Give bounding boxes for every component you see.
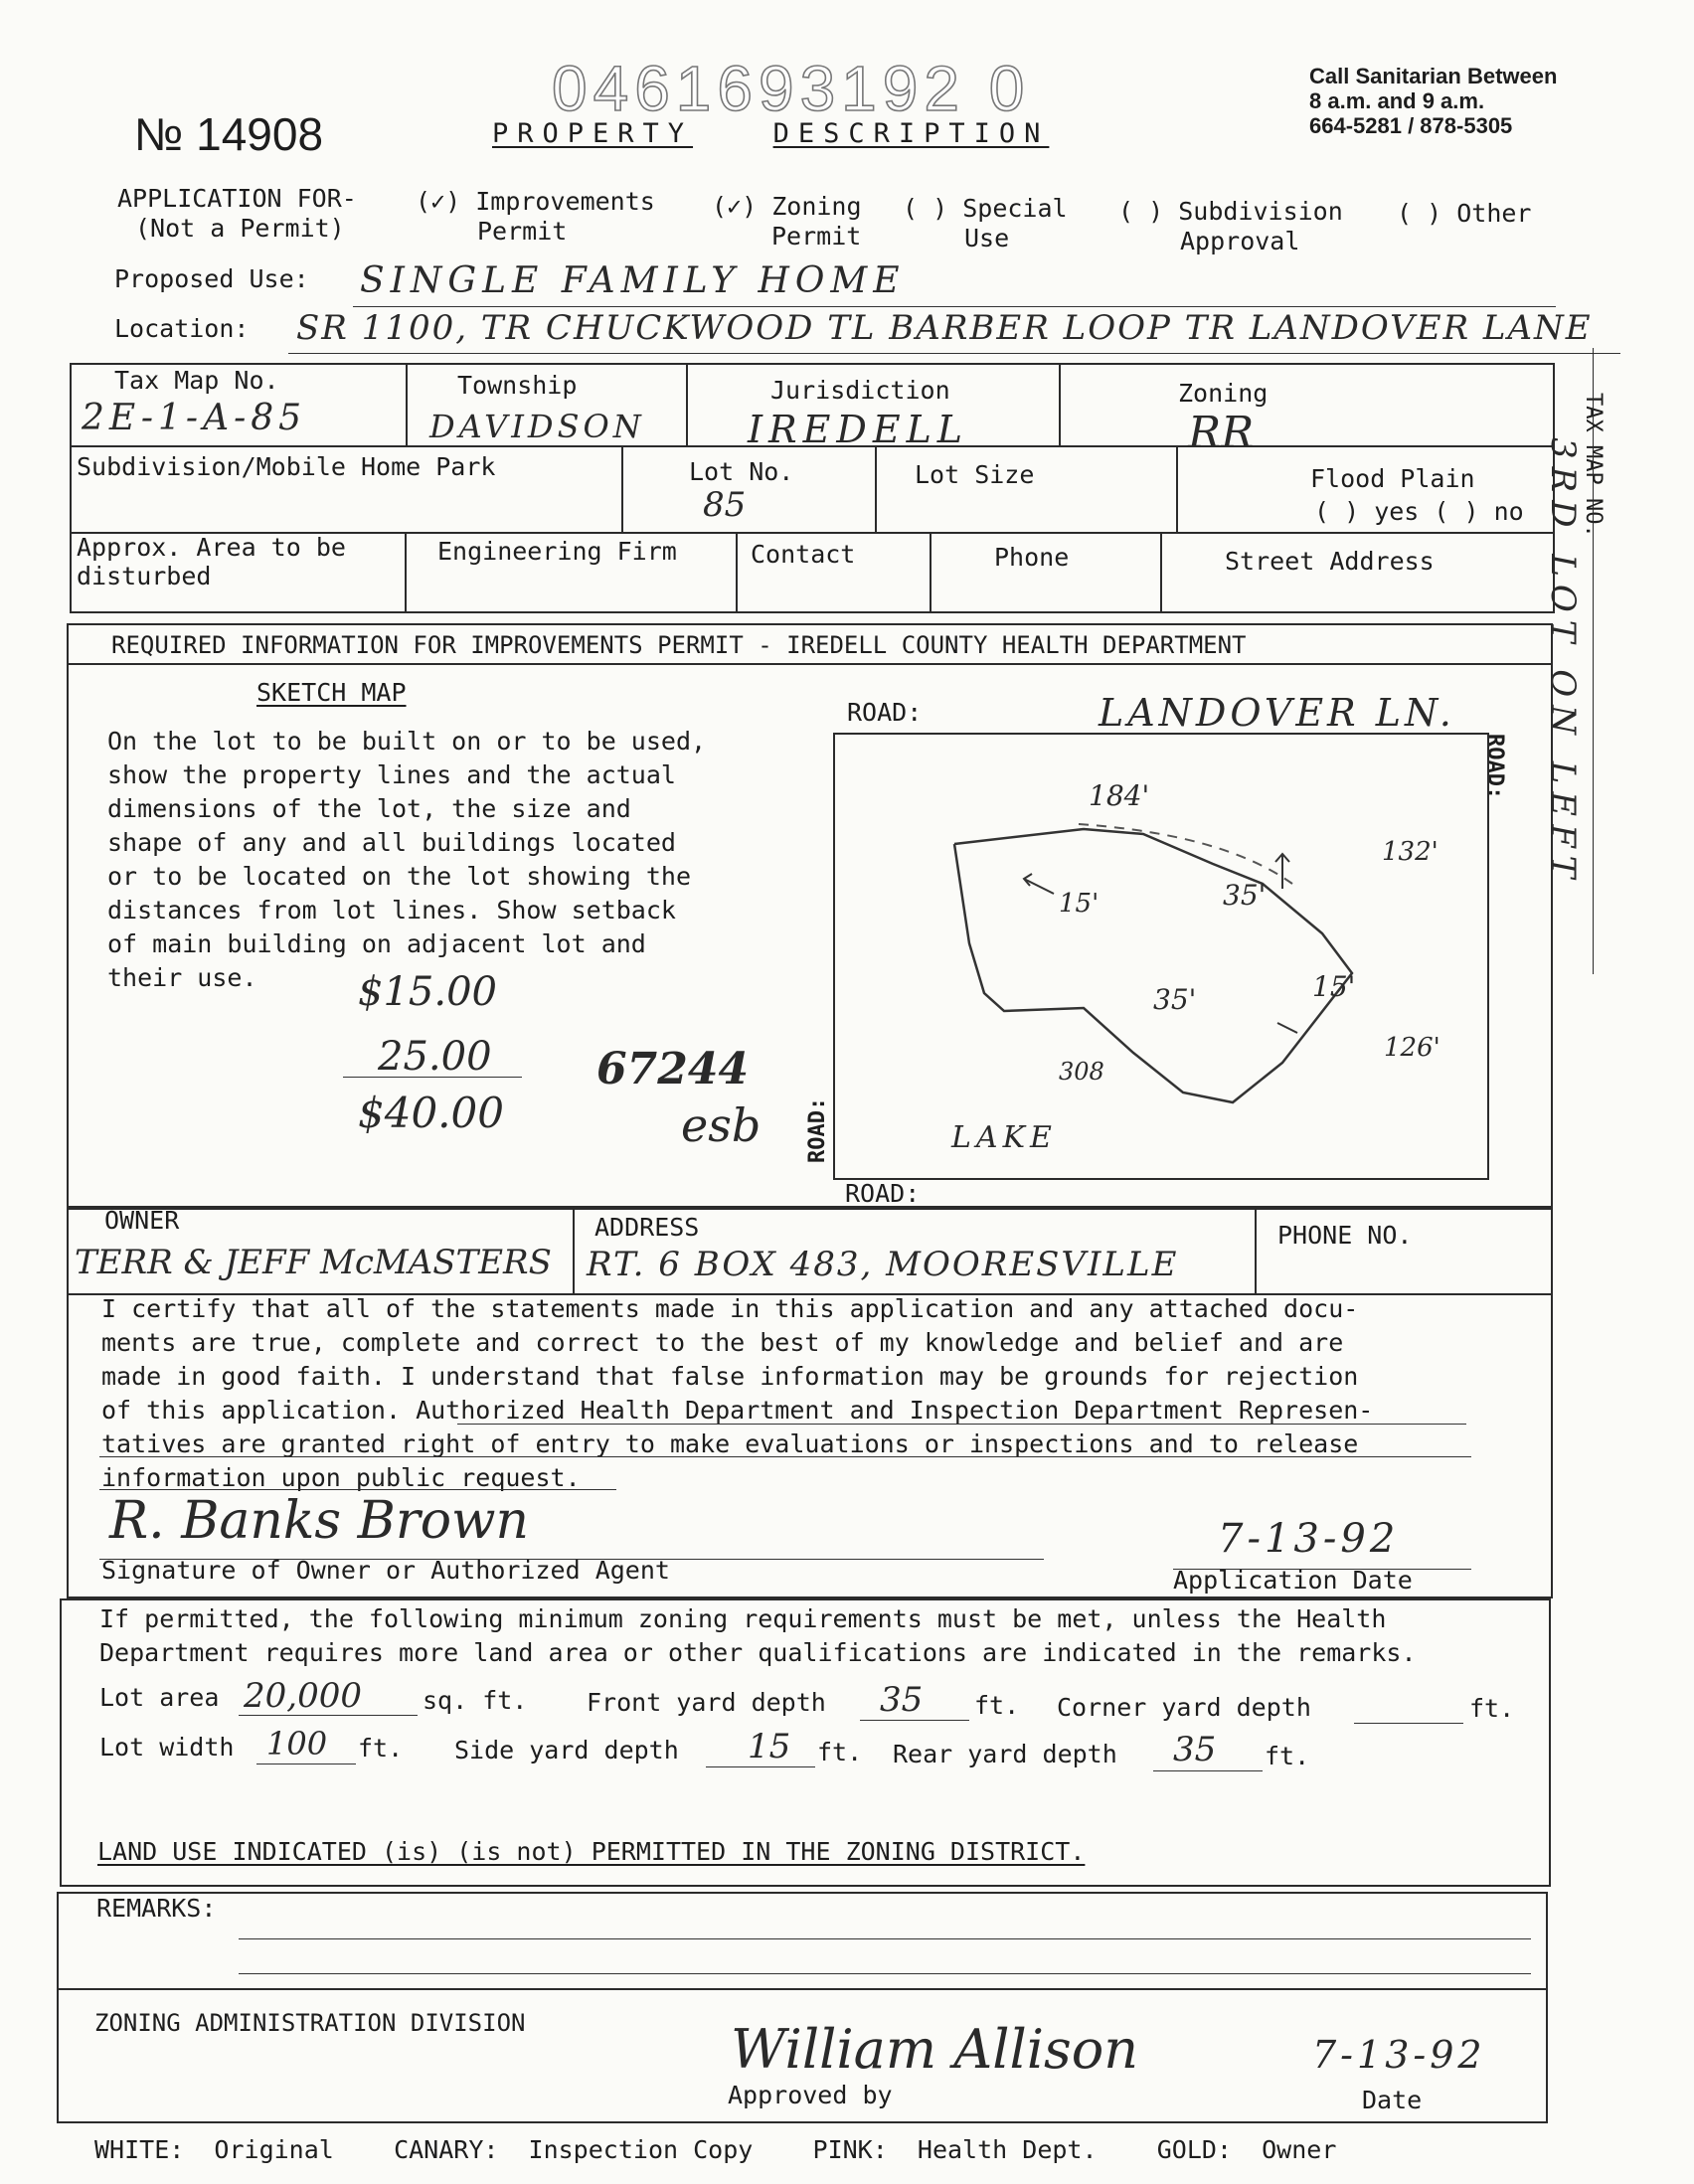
- certification-text: [101, 1292, 1373, 1495]
- rear-yard-label: Rear yard depth: [893, 1740, 1117, 1768]
- table-col-divider: [930, 532, 932, 613]
- application-date-value[interactable]: 7-13-92: [1218, 1516, 1400, 1562]
- contact-label: Contact: [751, 540, 856, 569]
- initials: esb: [681, 1098, 762, 1152]
- jurisdiction-value[interactable]: IREDELL: [748, 408, 969, 451]
- road-label-top: ROAD:: [847, 698, 923, 727]
- road-curve: [1079, 824, 1292, 884]
- lot-size-label: Lot Size: [915, 460, 1035, 489]
- owner-label: OWNER: [104, 1206, 180, 1235]
- table-col-divider: [621, 445, 623, 532]
- approver-signature[interactable]: William Allison: [731, 2018, 1139, 2081]
- lot-area-row: [99, 1683, 219, 1713]
- township-value[interactable]: DAVIDSON: [429, 408, 645, 445]
- checkbox-special-use[interactable]: ( ): [903, 194, 948, 223]
- checkbox-zoning[interactable]: (✓): [712, 192, 758, 221]
- zoning-value[interactable]: RR: [1188, 408, 1255, 458]
- setback-front: 35': [1223, 879, 1267, 912]
- zoning-intro: [99, 1602, 1417, 1670]
- application-label-line1: APPLICATION FOR-: [117, 184, 357, 213]
- option-zoning-line2: Permit: [771, 222, 862, 251]
- engineering-firm-label: Engineering Firm: [437, 537, 677, 566]
- sketch-instructions: [107, 725, 706, 995]
- title-property: PROPERTY: [492, 118, 694, 149]
- lot-width-value[interactable]: 100: [266, 1725, 328, 1763]
- area-disturbed-label: [77, 533, 346, 590]
- location-line: [288, 353, 1620, 354]
- street-address-label: Street Address: [1225, 547, 1435, 576]
- checkbox-subdivision[interactable]: ( ): [1118, 197, 1164, 226]
- instruction-line: or to be located on the lot showing the: [107, 862, 691, 891]
- location-value[interactable]: SR 1100, TR CHUCKWOOD TL BARBER LOOP TR LANDOVER LANE: [296, 308, 1593, 348]
- application-label: [117, 184, 357, 244]
- instruction-line: dimensions of the lot, the size and: [107, 794, 631, 823]
- option-zoning-line1: Zoning: [771, 192, 862, 221]
- tax-map-label: Tax Map No.: [114, 366, 279, 395]
- proposed-use-value[interactable]: SINGLE FAMILY HOME: [360, 260, 906, 301]
- cert-underline: [457, 1424, 1466, 1425]
- lot-sketch: [835, 735, 1487, 1178]
- zoning-division: ZONING ADMINISTRATION DIVISION: [94, 2009, 526, 2037]
- side-yard-unit: ft.: [817, 1738, 863, 1766]
- proposed-use-label: Proposed Use:: [114, 264, 309, 293]
- required-info-heading-divider: [67, 663, 1553, 665]
- application-label-line2: (Not a Permit): [135, 214, 345, 243]
- side-yard-value[interactable]: 15: [748, 1727, 791, 1766]
- copy-white-use: Original: [214, 2135, 334, 2164]
- copy-gold-color: GOLD:: [1156, 2135, 1233, 2164]
- address-value[interactable]: RT. 6 BOX 483, MOORESVILLE: [587, 1245, 1179, 1284]
- approval-date-value[interactable]: 7-13-92: [1312, 2033, 1486, 2077]
- cert-line: of this application. Authorized Health Department and Inspection Department Represen-: [101, 1396, 1374, 1425]
- table-col-divider: [405, 532, 407, 613]
- instruction-line: distances from lot lines. Show setback: [107, 896, 676, 924]
- lot-area-unit: sq. ft.: [423, 1686, 528, 1715]
- sanitarian-line-1: Call Sanitarian Between: [1309, 64, 1558, 88]
- sanitarian-line-3: 664-5281 / 878-5305: [1309, 113, 1513, 138]
- table-col-divider: [1176, 445, 1178, 532]
- setback-side: 15': [1312, 970, 1356, 1003]
- sketch-map: [833, 733, 1489, 1180]
- table-col-divider: [875, 445, 877, 532]
- instruction-line: show the property lines and the actual: [107, 760, 676, 789]
- setback-left: 15': [1059, 889, 1100, 919]
- arrow-left: [1024, 879, 1054, 894]
- area-label-line2: disturbed: [77, 562, 212, 590]
- title-description: DESCRIPTION: [772, 118, 1050, 149]
- arrow-right: [1277, 1023, 1297, 1033]
- option-improvements[interactable]: [416, 187, 655, 247]
- township-label: Township: [457, 371, 578, 400]
- road-top-value[interactable]: LANDOVER LN.: [1099, 691, 1455, 735]
- cert-line: tatives are granted right of entry to make evaluations or inspections and to release: [101, 1429, 1359, 1458]
- owner-signature[interactable]: R. Banks Brown: [109, 1491, 530, 1551]
- setback-rear: 35': [1153, 983, 1197, 1016]
- copy-white-color: WHITE:: [94, 2135, 185, 2164]
- copy-canary-use: Inspection Copy: [528, 2135, 754, 2164]
- fee-2: 25.00: [378, 1034, 492, 1080]
- zoning-intro-line1: If permitted, the following minimum zoning requirements must be met, unless the Health: [99, 1604, 1387, 1633]
- dim-bottom: 308: [1059, 1058, 1104, 1086]
- phone-label: Phone: [994, 543, 1070, 572]
- zoning-label: Zoning: [1178, 379, 1269, 408]
- margin-handwritten-note: 3RD LOT ON LEFT: [1543, 437, 1583, 887]
- rear-yard-value[interactable]: 35: [1173, 1730, 1217, 1769]
- remarks-line: [239, 1973, 1531, 1974]
- form-number: [134, 107, 323, 161]
- lot-area-line: [239, 1715, 418, 1716]
- cert-line: made in good faith. I understand that false information may be grounds for rejection: [101, 1362, 1359, 1391]
- option-other-line1: Other: [1456, 199, 1532, 228]
- option-improvements-line1: Improvements: [475, 187, 655, 216]
- rear-yard-line: [1153, 1770, 1263, 1771]
- side-yard-line: [706, 1766, 815, 1767]
- tax-map-margin-label: TAX MAP NO.: [1581, 393, 1606, 538]
- corner-yard-line: [1354, 1723, 1463, 1724]
- lot-area-value[interactable]: 20,000: [244, 1676, 362, 1716]
- copy-pink-color: PINK:: [812, 2135, 888, 2164]
- remarks-divider: [57, 1988, 1548, 1990]
- zoning-intro-line2: Department requires more land area or other qualifications are indicated in the remarks.: [99, 1638, 1417, 1667]
- option-subdivision-line2: Approval: [1180, 227, 1300, 255]
- form-title: [492, 119, 1049, 149]
- table-col-divider: [736, 532, 738, 613]
- front-yard-unit: ft.: [974, 1691, 1020, 1720]
- lot-boundary: [954, 829, 1352, 1102]
- tax-map-value[interactable]: 2E-1-A-85: [82, 398, 307, 438]
- sanitarian-notice: [1309, 64, 1557, 138]
- copy-pink-use: Health Dept.: [917, 2135, 1098, 2164]
- instruction-line: their use.: [107, 963, 257, 992]
- checkbox-other[interactable]: ( ): [1397, 199, 1442, 228]
- option-special-line1: Special: [962, 194, 1068, 223]
- option-special-use[interactable]: [903, 194, 1068, 253]
- flood-plain-label: Flood Plain: [1310, 464, 1475, 493]
- address-label: ADDRESS: [594, 1213, 700, 1242]
- option-improvements-line2: Permit: [477, 217, 568, 246]
- owner-value[interactable]: TERR & JEFF McMASTERS: [75, 1243, 552, 1282]
- lot-width-label: Lot width: [99, 1733, 235, 1762]
- corner-yard-unit: ft.: [1469, 1694, 1515, 1723]
- footer-copies: [94, 2135, 1336, 2165]
- road-label-left: ROAD:: [805, 1096, 830, 1163]
- option-subdivision[interactable]: [1118, 197, 1343, 256]
- fee-total-line: [343, 1077, 522, 1078]
- required-info-heading: REQUIRED INFORMATION FOR IMPROVEMENTS PERMIT - IREDELL COUNTY HEALTH DEPARTMENT: [111, 631, 1247, 659]
- dim-right-bottom: 126': [1384, 1033, 1440, 1063]
- instruction-line: shape of any and all buildings located: [107, 828, 676, 857]
- location-label: Location:: [114, 314, 250, 343]
- remarks-line: [239, 1938, 1531, 1939]
- form-number-text: № 14908: [134, 108, 324, 160]
- owner-col-divider: [1255, 1208, 1257, 1295]
- lot-width-unit: ft.: [358, 1734, 404, 1763]
- option-other[interactable]: [1397, 199, 1531, 229]
- checkbox-improvements[interactable]: (✓): [416, 187, 461, 216]
- receipt-number: 67244: [596, 1044, 750, 1094]
- fee-1: $15.00: [358, 969, 497, 1015]
- cert-line: I certify that all of the statements made in this application and any attached docu-: [101, 1294, 1359, 1323]
- jurisdiction-label: Jurisdiction: [770, 376, 950, 405]
- cert-line: information upon public request.: [101, 1463, 581, 1492]
- land-use-statement: LAND USE INDICATED (is) (is not) PERMITTED IN THE ZONING DISTRICT.: [97, 1837, 1086, 1866]
- stamp-number-text: 0461693192 0: [552, 53, 1031, 124]
- sanitarian-line-2: 8 a.m. and 9 a.m.: [1309, 88, 1485, 113]
- side-yard-label: Side yard depth: [454, 1736, 679, 1764]
- lot-no-value[interactable]: 85: [703, 485, 747, 525]
- flood-plain-options[interactable]: ( ) yes ( ) no: [1314, 497, 1524, 526]
- table-col-divider: [406, 363, 408, 445]
- owner-col-divider: [573, 1208, 575, 1295]
- copy-canary-color: CANARY:: [394, 2135, 499, 2164]
- dim-right-top: 132': [1382, 837, 1439, 867]
- cert-line: ments are true, complete and correct to the best of my knowledge and belief and are: [101, 1328, 1344, 1357]
- application-date-label: Application Date: [1173, 1566, 1413, 1595]
- road-label-bottom: ROAD:: [845, 1179, 921, 1208]
- remarks-label: REMARKS:: [96, 1894, 217, 1923]
- approved-by-label: Approved by: [728, 2081, 893, 2109]
- rear-yard-unit: ft.: [1265, 1742, 1310, 1770]
- lake-label: LAKE: [951, 1120, 1057, 1155]
- fee-total: $40.00: [358, 1089, 504, 1137]
- margin-line: [1593, 348, 1594, 974]
- stamp-number: [552, 52, 1030, 125]
- subdivision-label: Subdivision/Mobile Home Park: [77, 452, 496, 481]
- front-yard-label: Front yard depth: [587, 1688, 826, 1717]
- option-zoning[interactable]: [712, 192, 862, 252]
- approval-date-label: Date: [1362, 2086, 1423, 2114]
- proposed-use-line: [353, 306, 1556, 307]
- option-subdivision-line1: Subdivision: [1178, 197, 1343, 226]
- copy-gold-use: Owner: [1262, 2135, 1337, 2164]
- instruction-line: of main building on adjacent lot and: [107, 929, 646, 958]
- signature-label: Signature of Owner or Authorized Agent: [101, 1556, 670, 1585]
- table-col-divider: [1059, 363, 1061, 445]
- corner-yard-label: Corner yard depth: [1057, 1693, 1311, 1722]
- front-yard-value[interactable]: 35: [880, 1680, 924, 1720]
- cert-underline: [99, 1456, 1471, 1457]
- table-col-divider: [686, 363, 688, 445]
- area-label-line1: Approx. Area to be: [77, 533, 346, 562]
- road-label-right: ROAD:: [1482, 734, 1507, 800]
- table-col-divider: [1160, 532, 1162, 613]
- front-yard-line: [860, 1720, 969, 1721]
- dim-top: 184': [1089, 779, 1150, 812]
- lot-no-label: Lot No.: [689, 457, 794, 486]
- sketch-map-title: SKETCH MAP: [256, 678, 407, 707]
- lot-area-label: Lot area: [99, 1683, 220, 1712]
- option-special-line2: Use: [964, 224, 1010, 252]
- instruction-line: On the lot to be built on or to be used,: [107, 727, 707, 756]
- cert-underline: [99, 1489, 616, 1490]
- phone-no-label: PHONE NO.: [1277, 1221, 1413, 1250]
